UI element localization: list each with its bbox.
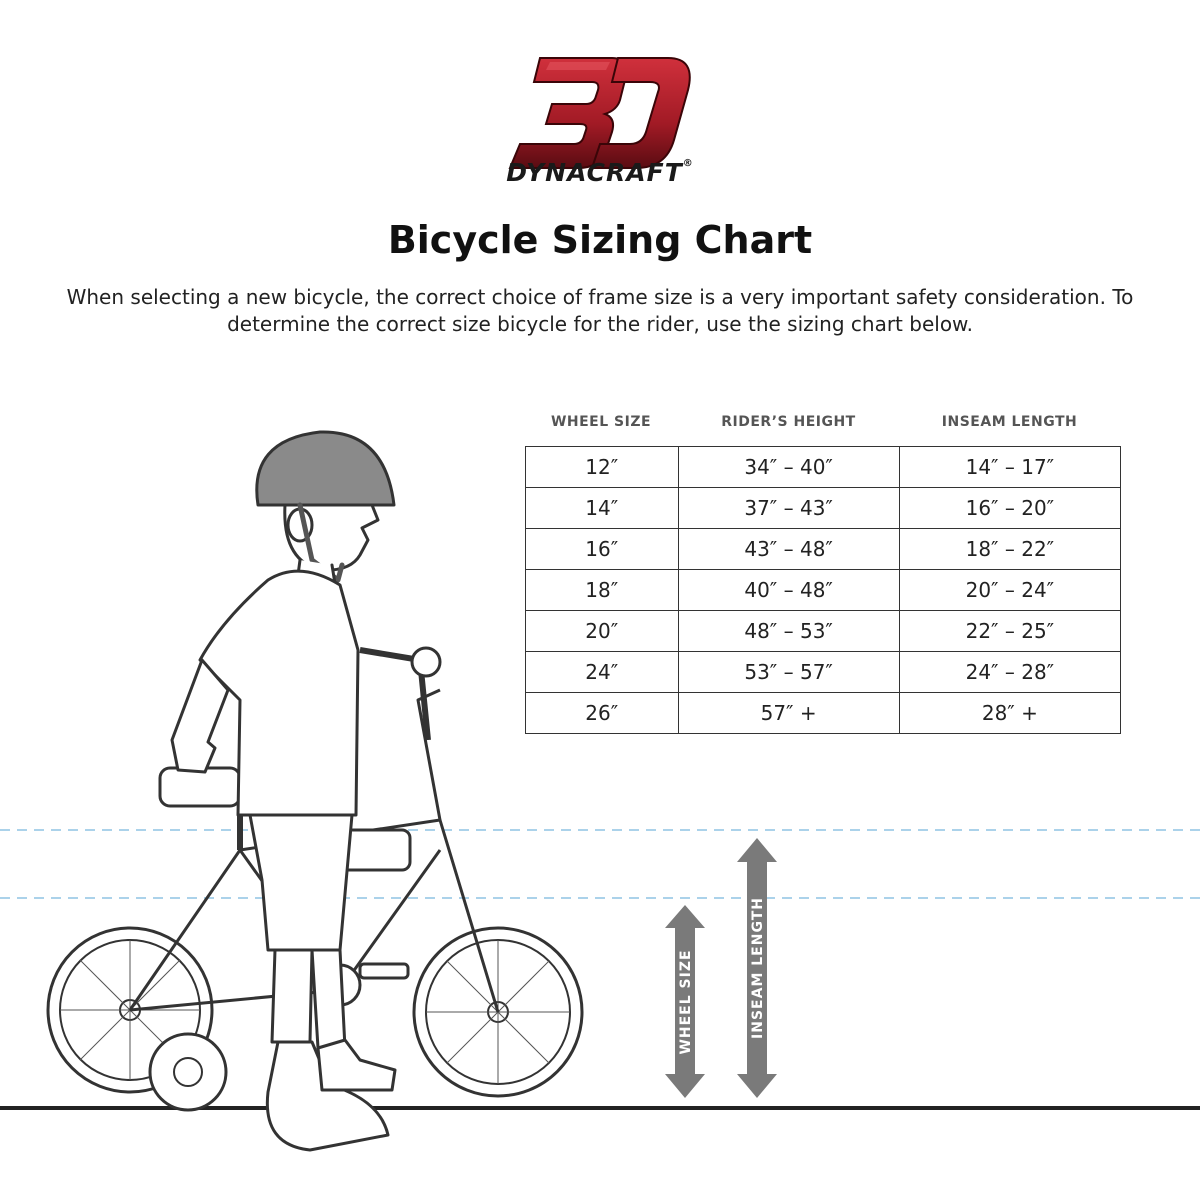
wheel-size-cell: 24″ <box>526 652 679 693</box>
column-header-riders-height: RIDER’S HEIGHT <box>721 414 856 430</box>
rider-height-cell: 48″ – 53″ <box>678 611 899 652</box>
column-header-inseam-length: INSEAM LENGTH <box>941 414 1078 430</box>
brand-name: DYNACRAFT <box>506 158 683 187</box>
helmet <box>257 432 394 505</box>
wheel-size-cell: 18″ <box>526 570 679 611</box>
training-wheel <box>150 1034 226 1110</box>
column-header-wheel-size: WHEEL SIZE <box>550 414 652 430</box>
rider-height-cell: 37″ – 43″ <box>678 488 899 529</box>
inseam-length-cell: 18″ – 22″ <box>899 529 1120 570</box>
registered-mark: ® <box>682 158 694 169</box>
rider-height-cell: 53″ – 57″ <box>678 652 899 693</box>
rider-height-cell: 57″ + <box>678 693 899 734</box>
inseam-length-cell: 20″ – 24″ <box>899 570 1120 611</box>
intro-paragraph: When selecting a new bicycle, the correct choice of frame size is a very important safety consideration. To determine the correct size bicycle for the rider, use the sizing chart below. <box>66 285 1134 336</box>
wheel-size-cell: 20″ <box>526 611 679 652</box>
inseam-length-cell: 14″ – 17″ <box>899 447 1120 488</box>
inseam-length-cell: 22″ – 25″ <box>899 611 1120 652</box>
wheel-size-cell: 12″ <box>526 447 679 488</box>
inseam-length-cell: 24″ – 28″ <box>899 652 1120 693</box>
wheel-size-cell: 26″ <box>526 693 679 734</box>
inseam-length-cell: 16″ – 20″ <box>899 488 1120 529</box>
inseam-length-arrow <box>737 838 777 1098</box>
wheel-size-arrow-label: WHEEL SIZE <box>678 949 694 1055</box>
wheel-size-cell: 14″ <box>526 488 679 529</box>
page-title: Bicycle Sizing Chart <box>387 218 813 262</box>
inseam-length-arrow-label: INSEAM LENGTH <box>750 897 766 1039</box>
inseam-length-cell: 28″ + <box>899 693 1120 734</box>
wheel-size-cell: 16″ <box>526 529 679 570</box>
rider-height-cell: 43″ – 48″ <box>678 529 899 570</box>
rider-height-cell: 34″ – 40″ <box>678 447 899 488</box>
rider-height-cell: 40″ – 48″ <box>678 570 899 611</box>
wheel-size-arrow <box>665 905 705 1098</box>
